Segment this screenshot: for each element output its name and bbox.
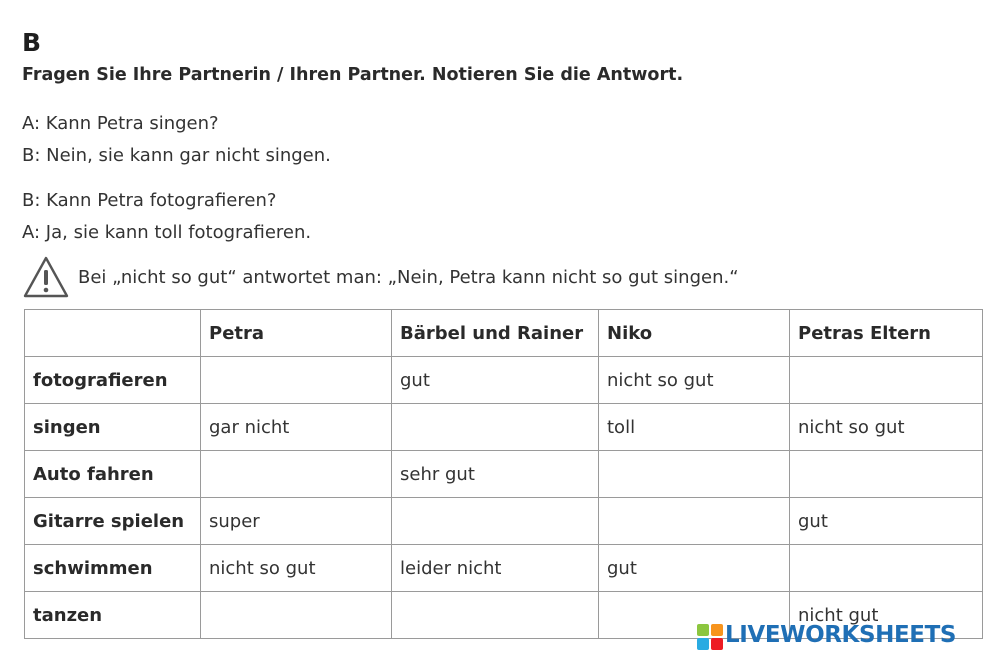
answer-cell[interactable]: gar nicht [201, 404, 392, 451]
answer-cell[interactable]: gut [392, 357, 599, 404]
hint-note [22, 254, 802, 300]
answer-cell[interactable]: nicht so gut [201, 545, 392, 592]
answer-cell[interactable] [790, 451, 983, 498]
answer-cell[interactable]: sehr gut [392, 451, 599, 498]
table-row [25, 498, 983, 545]
answer-cell[interactable]: toll [599, 404, 790, 451]
answer-cell[interactable] [201, 592, 392, 639]
answer-cell[interactable] [599, 498, 790, 545]
answer-cell[interactable]: nicht gut [790, 592, 983, 639]
row-label: schwimmen [25, 545, 201, 592]
answer-cell[interactable] [201, 451, 392, 498]
answer-cell[interactable]: gut [599, 545, 790, 592]
watermark-text: LIVEWORKSHEETS [725, 622, 957, 648]
table-row [25, 451, 983, 498]
table-corner-cell [25, 310, 201, 357]
table-header-row [25, 310, 983, 357]
answer-cell[interactable]: nicht so gut [599, 357, 790, 404]
answer-cell[interactable] [392, 404, 599, 451]
column-header: Petra [201, 310, 392, 357]
answer-cell[interactable] [392, 498, 599, 545]
row-label: Gitarre spielen [25, 498, 201, 545]
example-line: A: Kann Petra singen? [22, 113, 219, 134]
answer-cell[interactable] [790, 545, 983, 592]
row-label: fotografieren [25, 357, 201, 404]
column-header: Niko [599, 310, 790, 357]
table-row [25, 545, 983, 592]
liveworksheets-watermark [697, 622, 997, 652]
table-row [25, 404, 983, 451]
answer-cell[interactable]: super [201, 498, 392, 545]
hint-text: Bei „nicht so gut“ antwortet man: „Nein, Petra kann nicht so gut singen.“ [78, 267, 739, 288]
answer-cell[interactable] [790, 357, 983, 404]
answer-cell[interactable]: nicht so gut [790, 404, 983, 451]
row-label: Auto fahren [25, 451, 201, 498]
answer-cell[interactable] [599, 451, 790, 498]
answer-cell[interactable] [201, 357, 392, 404]
answer-table [24, 309, 983, 639]
example-line: A: Ja, sie kann toll fotografieren. [22, 222, 312, 243]
answer-cell[interactable]: leider nicht [392, 545, 599, 592]
answer-cell[interactable]: gut [790, 498, 983, 545]
table-row [25, 357, 983, 404]
task-instruction: Fragen Sie Ihre Partnerin / Ihren Partner. Notieren Sie die Antwort. [22, 65, 684, 85]
example-line: B: Nein, sie kann gar nicht singen. [22, 145, 331, 166]
row-label: tanzen [25, 592, 201, 639]
answer-cell[interactable] [392, 592, 599, 639]
liveworksheets-logo-icon [697, 624, 723, 650]
column-header: Bärbel und Rainer [392, 310, 599, 357]
warning-icon [22, 254, 70, 300]
column-header: Petras Eltern [790, 310, 983, 357]
section-letter: B [22, 28, 42, 57]
row-label: singen [25, 404, 201, 451]
example-line: B: Kann Petra fotografieren? [22, 190, 277, 211]
